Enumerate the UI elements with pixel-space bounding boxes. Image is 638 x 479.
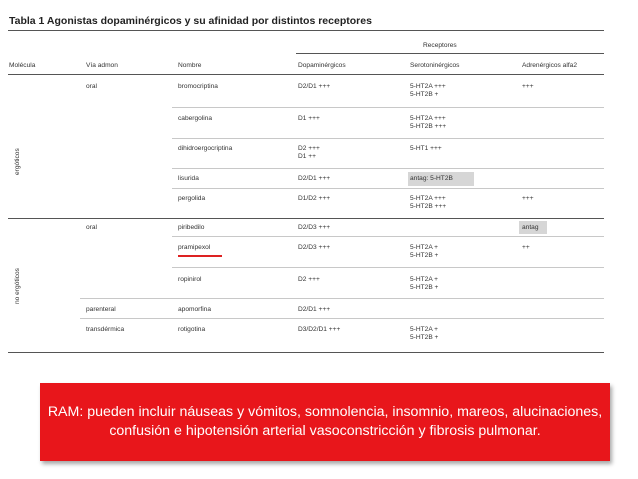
- row-cabergolina-sero: 5-HT2A +++ 5-HT2B +++: [410, 115, 447, 130]
- row-piribedilo-dopa: D2/D3 +++: [298, 224, 331, 231]
- row-apomorfina-via: parenteral: [86, 306, 116, 313]
- row-divider: [172, 107, 604, 108]
- row-divider: [172, 236, 604, 237]
- col-header-dopa: Dopaminérgicos: [298, 62, 346, 69]
- row-dihidroergocriptina-nombre: dihidroergocriptina: [178, 145, 233, 152]
- row-piribedilo-via: oral: [86, 224, 97, 231]
- row-piribedilo-adren: antag: [522, 224, 539, 231]
- row-pramipexol-sero: 5-HT2A + 5-HT2B +: [410, 244, 439, 259]
- row-apomorfina-dopa: D2/D1 +++: [298, 306, 331, 313]
- row-rotigotina-nombre: rotigotina: [178, 326, 206, 333]
- row-apomorfina-nombre: apomorfina: [178, 306, 211, 313]
- row-divider: [172, 138, 604, 139]
- col-header-adren: Adrenérgicos alfa2: [522, 62, 577, 69]
- row-dihidroergocriptina-dopa: D2 +++ D1 ++: [298, 145, 320, 160]
- row-divider: [172, 168, 604, 169]
- row-ropinirol-sero: 5-HT2A + 5-HT2B +: [410, 276, 439, 291]
- row-ropinirol-dopa: D2 +++: [298, 276, 320, 283]
- row-divider: [80, 298, 604, 299]
- table-title: Tabla 1 Agonistas dopaminérgicos y su afinidad por distintos receptores: [9, 15, 372, 27]
- row-divider: [172, 267, 604, 268]
- row-dihidroergocriptina-sero: 5-HT1 +++: [410, 145, 442, 152]
- row-pergolida-nombre: pergolida: [178, 195, 206, 202]
- row-pramipexol-nombre: pramipexol: [178, 244, 211, 251]
- row-pramipexol-dopa: D2/D3 +++: [298, 244, 331, 251]
- row-lisurida-sero: antag: 5-HT2B: [410, 175, 453, 182]
- receptores-header: Receptores: [423, 42, 457, 49]
- row-rotigotina-sero: 5-HT2A + 5-HT2B +: [410, 326, 439, 341]
- receptores-rule: [296, 53, 604, 54]
- row-divider: [172, 188, 604, 189]
- top-rule: [8, 30, 604, 31]
- row-cabergolina-dopa: D1 +++: [298, 115, 320, 122]
- row-rotigotina-dopa: D3/D2/D1 +++: [298, 326, 341, 333]
- col-header-via: Vía admon: [86, 62, 118, 69]
- row-pergolida-sero: 5-HT2A +++ 5-HT2B +++: [410, 195, 447, 210]
- row-piribedilo-nombre: piribedilo: [178, 224, 205, 231]
- row-bromocriptina-via: oral: [86, 83, 97, 90]
- row-divider: [80, 318, 604, 319]
- row-pramipexol-adren: ++: [522, 244, 530, 251]
- row-lisurida-nombre: lisurida: [178, 175, 199, 182]
- group-label-no-ergoticos: no ergóticos: [14, 268, 21, 304]
- row-bromocriptina-dopa: D2/D1 +++: [298, 83, 331, 90]
- col-header-molecula: Molécula: [9, 62, 36, 69]
- col-header-nombre: Nombre: [178, 62, 202, 69]
- row-bromocriptina-nombre: bromocriptina: [178, 83, 218, 90]
- row-ropinirol-nombre: ropinirol: [178, 276, 202, 283]
- row-bromocriptina-sero: 5-HT2A +++ 5-HT2B +: [410, 83, 446, 98]
- row-cabergolina-nombre: cabergolina: [178, 115, 213, 122]
- bottom-rule: [8, 352, 604, 353]
- pramipexol-underline: [178, 255, 222, 257]
- row-rotigotina-via: transdérmica: [86, 326, 125, 333]
- ram-note-text: RAM: pueden incluir náuseas y vómitos, somnolencia, insomnio, mareos, alucinaciones, confusión e hipotensión arterial vasoconstricción y fibrosis pulmonar.: [47, 403, 603, 439]
- group-rule: [8, 218, 604, 219]
- row-lisurida-dopa: D2/D1 +++: [298, 175, 331, 182]
- row-pergolida-adren: +++: [522, 195, 534, 202]
- col-header-sero: Serotoninérgicos: [410, 62, 460, 69]
- row-pergolida-dopa: D1/D2 +++: [298, 195, 331, 202]
- header-rule: [8, 74, 604, 75]
- row-bromocriptina-adren: +++: [522, 83, 534, 90]
- ram-note-box: [40, 383, 610, 461]
- group-label-ergoticos: ergóticos: [14, 148, 21, 175]
